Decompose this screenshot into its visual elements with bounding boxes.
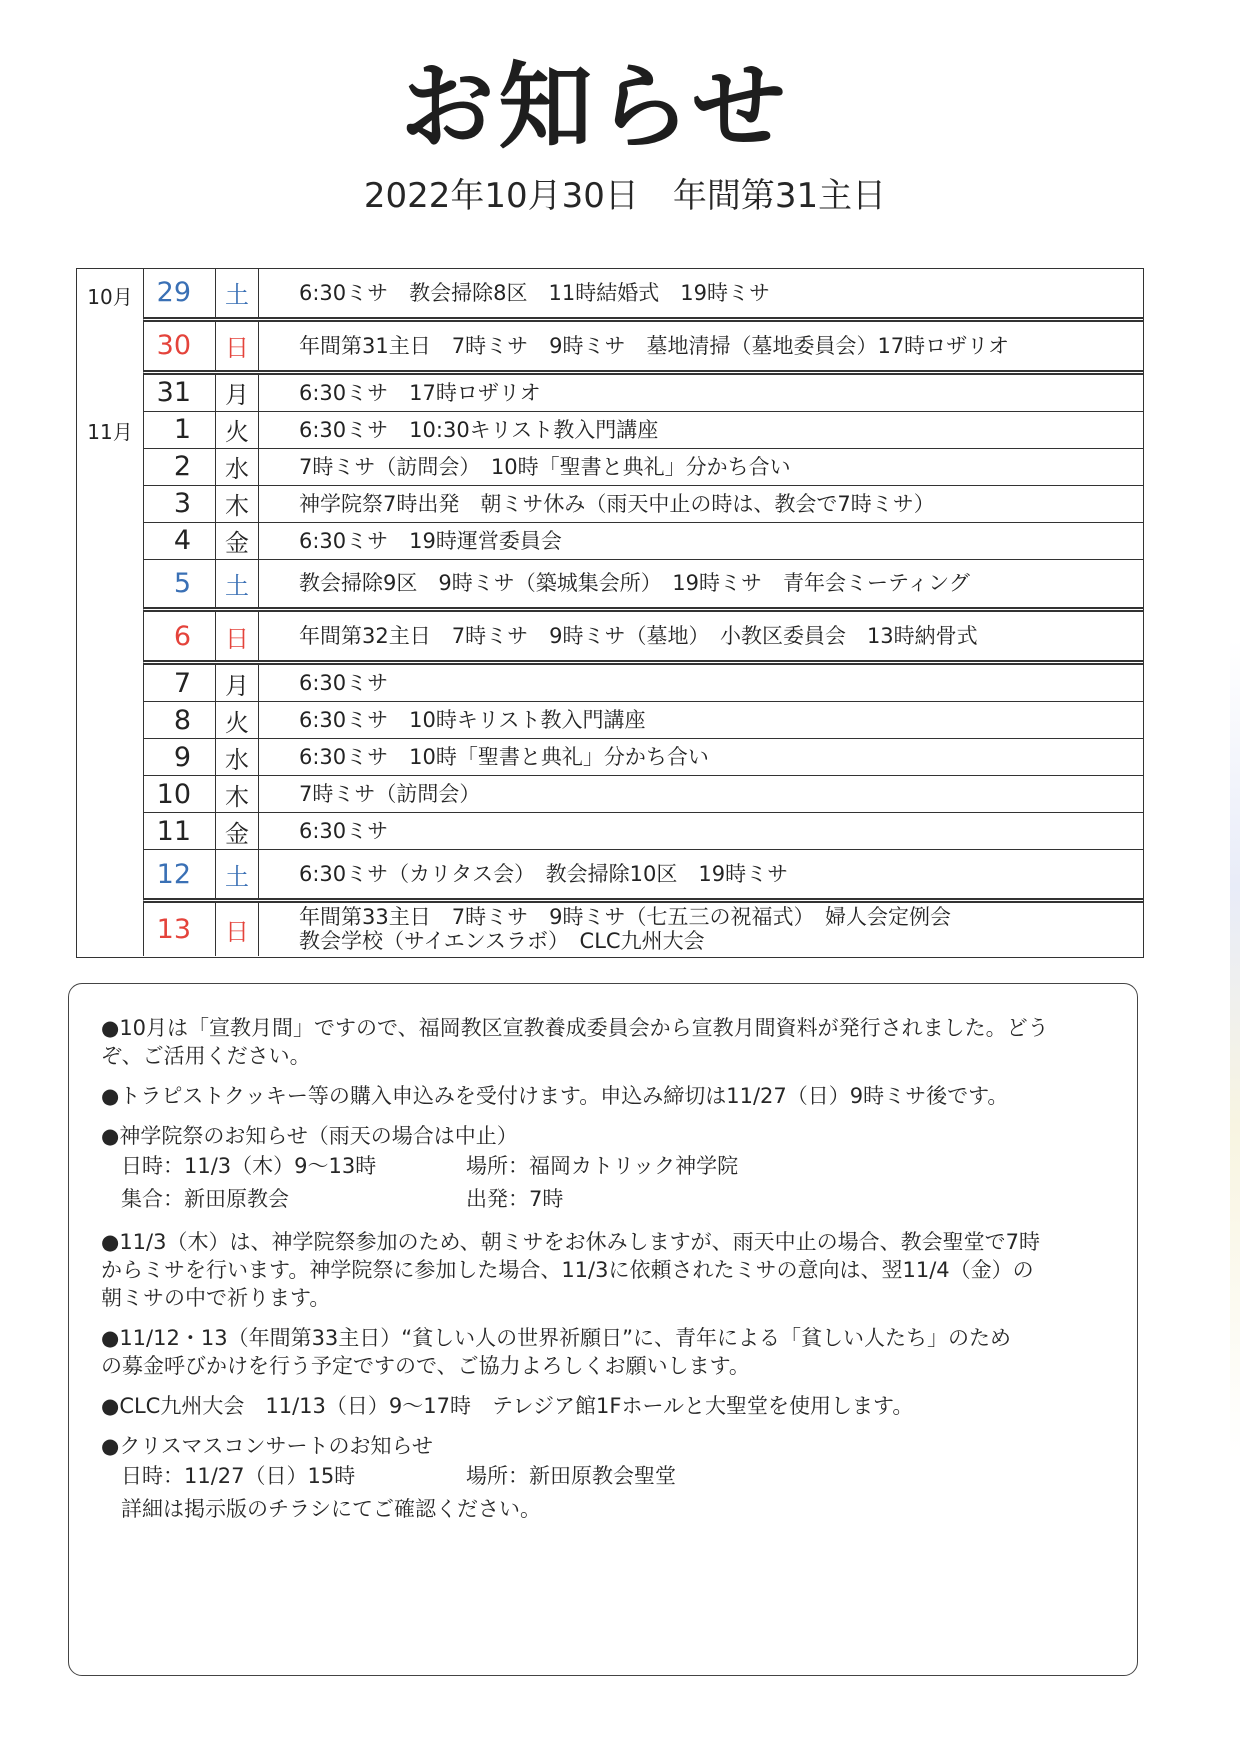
schedule-cells [143,322,1143,375]
notice-text-line: ●トラピストクッキー等の購入申込みを受付けます。申込み締切は11/27（日）9時ミサ後です。 [101,1084,1009,1108]
schedule-row [77,850,1143,903]
page-title: お知らせ [400,53,790,162]
notice-detail-text: 出発：7時 [466,1187,564,1211]
month-label [77,776,143,813]
events-cell [259,375,1143,411]
schedule-row [77,702,1143,739]
event-text: 7時ミサ（訪問会） 10時「聖書と典礼」分かち合い [299,454,791,479]
day-number: 4 [144,523,216,559]
month-label [77,702,143,739]
notice-item [101,1122,1117,1216]
month-label: 11月 [87,419,133,444]
month-label [77,612,143,665]
notice-text-line: ●CLC九州大会 11/13（日）9～17時 テレジア館1Fホールと大聖堂を使用します。 [101,1394,914,1418]
month-label [77,813,143,850]
schedule-cells [143,776,1143,813]
schedule-cells [143,269,1143,322]
month-label [77,322,143,375]
notice-detail-row [101,1183,1117,1216]
schedule-row [77,412,1143,449]
month-label [77,739,143,776]
weekday: 土 [216,560,259,608]
schedule-row [77,612,1143,665]
event-text: 年間第32主日 7時ミサ 9時ミサ（墓地） 小教区委員会 13時納骨式 [299,624,978,649]
schedule-row [77,486,1143,523]
month-label [77,375,143,412]
event-text: 6:30ミサ 10:30キリスト教入門講座 [299,417,659,442]
notice-detail-text: 場所：新田原教会聖堂 [466,1464,676,1488]
schedule-row [77,739,1143,776]
month-label: 10月 [87,284,133,309]
event-text: 6:30ミサ 17時ロザリオ [299,380,541,405]
notice-text-line: からミサを行います。神学院祭に参加した場合、11/3に依頼されたミサの意向は、翌11/4（金）の [101,1258,1034,1282]
schedule-row [77,776,1143,813]
schedule-cells [143,903,1143,956]
event-text: 6:30ミサ 19時運営委員会 [299,528,562,553]
weekday: 木 [216,486,259,522]
day-number: 31 [144,375,216,411]
month-label [77,665,143,702]
events-cell [259,560,1143,608]
weekday: 土 [216,850,259,898]
day-number: 30 [144,322,216,370]
month-label [77,850,143,903]
schedule-cells [143,523,1143,560]
event-text: 教会学校（サイエンスラボ） CLC九州大会 [299,929,705,954]
notice-detail-text: 詳細は掲示版のチラシにてご確認ください。 [121,1497,541,1521]
schedule-cells [143,612,1143,665]
events-cell [259,449,1143,485]
weekday: 金 [216,813,259,849]
page-subtitle-date: 2022年10月30日 年間第31主日 [363,176,887,216]
month-label [77,449,143,486]
weekday: 金 [216,523,259,559]
weekday: 月 [216,665,259,701]
day-number: 12 [144,850,216,898]
weekday: 土 [216,269,259,317]
day-number: 10 [144,776,216,812]
weekday: 日 [216,322,259,370]
events-cell [259,702,1143,738]
weekday: 月 [216,375,259,411]
schedule-cells [143,412,1143,449]
schedule-cells [143,702,1143,739]
notice-item [101,1082,1117,1110]
event-text: 神学院祭7時出発 朝ミサ休み（雨天中止の時は、教会で7時ミサ） [299,491,935,516]
schedule-row [77,813,1143,850]
notice-text-line: ●11/3（木）は、神学院祭参加のため、朝ミサをお休みしますが、雨天中止の場合、教会聖堂で7時 [101,1230,1040,1254]
notice-detail-row [101,1150,1117,1183]
schedule-row [77,665,1143,702]
schedule-row [77,449,1143,486]
event-text: 教会掃除9区 9時ミサ（築城集会所） 19時ミサ 青年会ミーティング [299,571,970,596]
day-number: 13 [144,903,216,956]
events-cell [259,322,1143,370]
events-cell [259,523,1143,559]
schedule-row [77,903,1143,956]
day-number: 1 [144,412,216,448]
notice-item [101,1392,1117,1420]
event-text: 7時ミサ（訪問会） [299,782,481,807]
notice-text-line: ぞ、ご活用ください。 [101,1044,311,1068]
notice-detail-row [101,1460,1117,1493]
events-cell [259,903,1143,956]
notice-text-line: 朝ミサの中で祈ります。 [101,1286,331,1310]
notice-detail-text: 集合：新田原教会 [121,1187,289,1211]
month-label [77,523,143,560]
schedule-cells [143,813,1143,850]
weekday: 日 [216,903,259,956]
day-number: 7 [144,665,216,701]
event-text: 年間第31主日 7時ミサ 9時ミサ 墓地清掃（墓地委員会）17時ロザリオ [299,333,1009,358]
events-cell [259,776,1143,812]
events-cell [259,412,1143,448]
month-label [77,903,143,956]
notice-text-line: ●クリスマスコンサートのお知らせ [101,1434,433,1458]
events-cell [259,269,1143,317]
schedule-cells [143,486,1143,523]
schedule-cells [143,560,1143,613]
events-cell [259,612,1143,660]
event-text: 6:30ミサ [299,671,389,696]
day-number: 6 [144,612,216,660]
events-cell [259,486,1143,522]
day-number: 9 [144,739,216,775]
schedule-row [77,523,1143,560]
day-number: 29 [144,269,216,317]
schedule-table [76,268,1144,958]
event-text: 6:30ミサ [299,819,389,844]
notice-text-line: ●10月は「宣教月間」ですので、福岡教区宣教養成委員会から宣教月間資料が発行されました。どう [101,1016,1049,1040]
notice-item [101,1432,1117,1526]
day-number: 3 [144,486,216,522]
notice-detail-text: 場所：福岡カトリック神学院 [466,1154,739,1178]
schedule-cells [143,449,1143,486]
schedule-cells [143,739,1143,776]
notice-item [101,1014,1117,1070]
schedule-row [77,560,1143,613]
weekday: 木 [216,776,259,812]
weekday: 火 [216,412,259,448]
weekday: 日 [216,612,259,660]
notice-text-line: ●11/12・13（年間第33主日）“貧しい人の世界祈願日”に、青年による「貧しい人たち」のため [101,1326,1012,1350]
schedule-row [77,269,1143,322]
events-cell [259,739,1143,775]
day-number: 5 [144,560,216,608]
day-number: 11 [144,813,216,849]
notice-item [101,1228,1117,1312]
events-cell [259,813,1143,849]
day-number: 8 [144,702,216,738]
events-cell [259,850,1143,898]
event-text: 6:30ミサ（カリタス会） 教会掃除10区 19時ミサ [299,862,789,887]
schedule-cells [143,375,1143,412]
weekday: 水 [216,739,259,775]
schedule-cells [143,850,1143,903]
schedule-cells [143,665,1143,702]
schedule-row [77,322,1143,375]
month-label [77,560,143,613]
event-text: 6:30ミサ 教会掃除8区 11時結婚式 19時ミサ [299,280,770,305]
event-text: 年間第33主日 7時ミサ 9時ミサ（七五三の祝福式） 婦人会定例会 [299,905,951,930]
notice-detail-row [101,1493,1117,1526]
scan-edge-artifact [1230,640,1240,1460]
notice-item [101,1324,1117,1380]
month-label [77,486,143,523]
schedule-row [77,375,1143,412]
notice-detail-text: 日時：11/3（木）9～13時 [121,1154,377,1178]
day-number: 2 [144,449,216,485]
notice-box [68,983,1138,1676]
notice-text-line: ●神学院祭のお知らせ（雨天の場合は中止） [101,1124,518,1148]
notice-text-line: の募金呼びかけを行う予定ですので、ご協力よろしくお願いします。 [101,1354,750,1378]
event-text: 6:30ミサ 10時「聖書と典礼」分かち合い [299,745,709,770]
weekday: 水 [216,449,259,485]
events-cell [259,665,1143,701]
event-text: 6:30ミサ 10時キリスト教入門講座 [299,708,646,733]
weekday: 火 [216,702,259,738]
notice-detail-text: 日時：11/27（日）15時 [121,1464,356,1488]
